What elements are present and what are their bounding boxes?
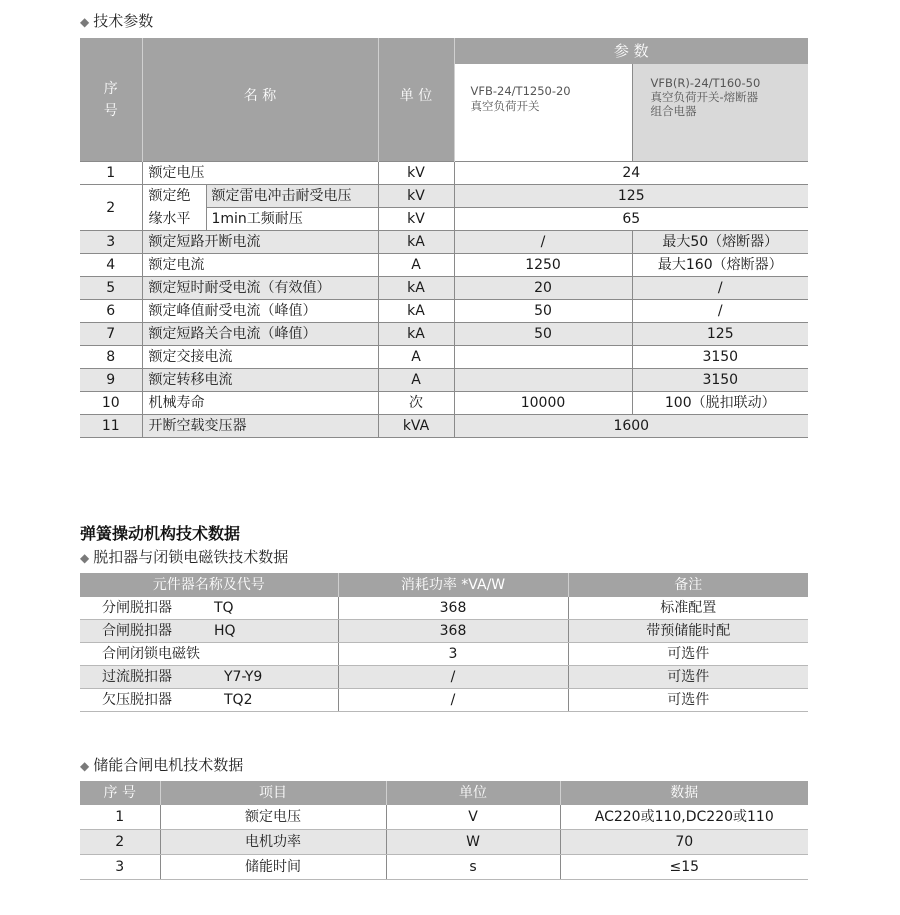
table-row: [80, 805, 808, 830]
row-value-a: /: [454, 231, 632, 254]
row-unit: s: [386, 855, 560, 880]
row-no: 1: [80, 805, 160, 830]
note-value: 标准配置: [568, 597, 808, 620]
component-code: Y7-Y9: [224, 669, 263, 685]
row-value-a: [454, 346, 632, 369]
row-name: 额定峰值耐受电流（峰值）: [142, 300, 378, 323]
section-heading-motor: [80, 754, 243, 775]
table-row: [80, 689, 808, 712]
table-row: [80, 254, 808, 277]
note-value: 可选件: [568, 643, 808, 666]
table-row: [80, 855, 808, 880]
model-b-line1: VFB(R)-24/T160-50: [650, 76, 761, 90]
header-note: 备注: [568, 573, 808, 597]
row-no: 8: [80, 346, 142, 369]
row-unit: 次: [378, 392, 454, 415]
row-name: 额定交接电流: [142, 346, 378, 369]
row-value: 1600: [454, 415, 808, 438]
row-data: ≤15: [560, 855, 808, 880]
header-seq: [80, 38, 142, 162]
table-row: [80, 208, 808, 231]
row-name: 额定短时耐受电流（有效值）: [142, 277, 378, 300]
diamond-bullet-icon: ◆: [80, 759, 90, 773]
row-value-b: 100（脱扣联动）: [632, 392, 808, 415]
table-row: [80, 277, 808, 300]
component-name: 合闸闭锁电磁铁: [102, 646, 200, 662]
row-data: 70: [560, 830, 808, 855]
row-no: 3: [80, 231, 142, 254]
component-cell: [80, 620, 338, 643]
row-subname: 额定雷电冲击耐受电压: [206, 185, 378, 208]
row-item: 电机功率: [160, 830, 386, 855]
header-model-a: [454, 64, 632, 162]
component-cell: [80, 643, 338, 666]
row-name: 额定短路开断电流: [142, 231, 378, 254]
row-name-bottom: 缘水平: [142, 208, 206, 231]
row-unit: kVA: [378, 415, 454, 438]
row-no: 11: [80, 415, 142, 438]
table-row: [80, 231, 808, 254]
section-heading-text: 储能合闸电机技术数据: [93, 756, 244, 774]
model-a-line2: 真空负荷开关: [470, 99, 540, 113]
table-row: [80, 392, 808, 415]
table-row: [80, 620, 808, 643]
row-value-a: 50: [454, 300, 632, 323]
header-unit: 单位: [386, 781, 560, 805]
row-name: 额定转移电流: [142, 369, 378, 392]
row-no: 2: [80, 830, 160, 855]
header-seq: 序 号: [80, 781, 160, 805]
table-header-row: [80, 781, 808, 805]
row-no: 2: [80, 185, 142, 231]
component-name: 欠压脱扣器: [102, 692, 172, 708]
row-value-b: 3150: [632, 369, 808, 392]
component-cell: [80, 597, 338, 620]
row-unit: kV: [378, 185, 454, 208]
table-row: [80, 185, 808, 208]
row-unit: kA: [378, 231, 454, 254]
row-value-a: 1250: [454, 254, 632, 277]
section-heading-text: 技术参数: [93, 12, 154, 30]
row-no: 9: [80, 369, 142, 392]
power-value: 3: [338, 643, 568, 666]
table-row: [80, 415, 808, 438]
row-no: 5: [80, 277, 142, 300]
table-row: [80, 162, 808, 185]
power-value: /: [338, 689, 568, 712]
header-unit: 单 位: [378, 38, 454, 162]
power-value: 368: [338, 597, 568, 620]
row-name: 机械寿命: [142, 392, 378, 415]
table-row: [80, 666, 808, 689]
row-no: 6: [80, 300, 142, 323]
row-value: 24: [454, 162, 808, 185]
header-name: 名 称: [142, 38, 378, 162]
row-unit: kV: [378, 208, 454, 231]
section-heading-tech-params: [80, 10, 153, 31]
section-heading-spring-mechanism: 弹簧操动机构技术数据: [80, 524, 241, 543]
diamond-bullet-icon: ◆: [80, 551, 90, 565]
model-b-line2: 真空负荷开关-熔断器: [650, 90, 759, 104]
row-value-a: 20: [454, 277, 632, 300]
row-no: 1: [80, 162, 142, 185]
release-magnet-table: [80, 573, 808, 712]
table-row: [80, 323, 808, 346]
component-code: HQ: [214, 623, 236, 639]
row-no: 7: [80, 323, 142, 346]
header-item: 项目: [160, 781, 386, 805]
row-value-a: [454, 369, 632, 392]
motor-table: [80, 781, 808, 880]
table-row: [80, 300, 808, 323]
row-unit: W: [386, 830, 560, 855]
table-row: [80, 643, 808, 666]
row-unit: kA: [378, 277, 454, 300]
header-component: 元件器名称及代号: [80, 573, 338, 597]
component-code: TQ: [214, 600, 234, 616]
power-value: 368: [338, 620, 568, 643]
row-no: 4: [80, 254, 142, 277]
table-row: [80, 597, 808, 620]
row-value: 65: [454, 208, 808, 231]
row-unit: A: [378, 369, 454, 392]
header-model-b: [632, 64, 808, 162]
header-data: 数据: [560, 781, 808, 805]
row-unit: A: [378, 346, 454, 369]
row-item: 储能时间: [160, 855, 386, 880]
row-value-b: 3150: [632, 346, 808, 369]
model-a-line1: VFB-24/T1250-20: [470, 84, 571, 98]
subheading-text: 脱扣器与闭锁电磁铁技术数据: [93, 548, 289, 566]
component-name: 分闸脱扣器: [102, 600, 172, 616]
header-power: 消耗功率 *VA/W: [338, 573, 568, 597]
table-header-row: [80, 38, 808, 64]
row-unit: V: [386, 805, 560, 830]
row-no: 10: [80, 392, 142, 415]
table-row: [80, 830, 808, 855]
row-value-a: 10000: [454, 392, 632, 415]
tech-params-table: [80, 38, 808, 438]
row-value: 125: [454, 185, 808, 208]
row-unit: kA: [378, 300, 454, 323]
row-value-b: 125: [632, 323, 808, 346]
power-value: /: [338, 666, 568, 689]
table-row: [80, 346, 808, 369]
row-name: 额定电流: [142, 254, 378, 277]
row-unit: kA: [378, 323, 454, 346]
row-name: 开断空载变压器: [142, 415, 378, 438]
note-value: 可选件: [568, 666, 808, 689]
row-no: 3: [80, 855, 160, 880]
row-value-b: /: [632, 277, 808, 300]
row-value-b: 最大50（熔断器）: [632, 231, 808, 254]
component-cell: [80, 666, 338, 689]
diamond-bullet-icon: ◆: [80, 15, 90, 29]
model-b-line3: 组合电器: [650, 104, 697, 118]
row-data: AC220或110,DC220或110: [560, 805, 808, 830]
subheading-release-magnet: [80, 546, 288, 567]
note-value: 带预储能时配: [568, 620, 808, 643]
row-unit: A: [378, 254, 454, 277]
row-unit: kV: [378, 162, 454, 185]
table-row: [80, 369, 808, 392]
component-code: TQ2: [224, 692, 253, 708]
header-seq-bottom: 号: [103, 102, 118, 119]
header-seq-top: 序: [103, 80, 118, 97]
table-header-row: [80, 573, 808, 597]
row-item: 额定电压: [160, 805, 386, 830]
row-name-top: 额定绝: [142, 185, 206, 208]
component-name: 过流脱扣器: [102, 669, 172, 685]
row-name: 额定短路关合电流（峰值）: [142, 323, 378, 346]
row-name: 额定电压: [142, 162, 378, 185]
note-value: 可选件: [568, 689, 808, 712]
header-params: 参 数: [454, 38, 808, 64]
row-value-b: /: [632, 300, 808, 323]
row-subname: 1min工频耐压: [206, 208, 378, 231]
row-value-a: 50: [454, 323, 632, 346]
component-name: 合闸脱扣器: [102, 623, 172, 639]
component-cell: [80, 689, 338, 712]
row-value-b: 最大160（熔断器）: [632, 254, 808, 277]
